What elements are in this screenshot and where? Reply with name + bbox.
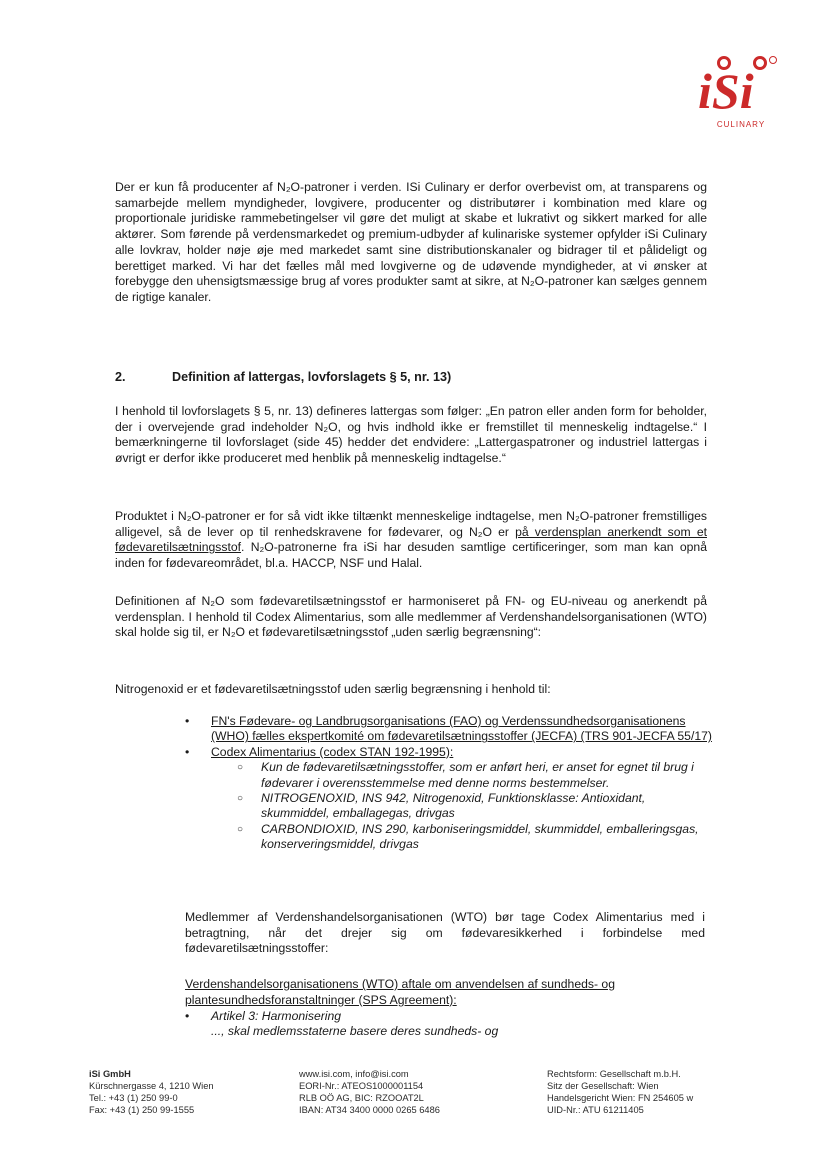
- food-additive-link[interactable]: på verdensplan anerkendt som et fødevaretilsætningsstof: [115, 524, 707, 555]
- codex-link[interactable]: Codex Alimentarius (codex STAN 192-1995):: [211, 744, 454, 759]
- company-phone: Tel.: +43 (1) 250 99-0: [89, 1093, 178, 1103]
- logo-text: iSi: [698, 63, 754, 118]
- definition-paragraph: I henhold til lovforslagets § 5, nr. 13) defineres lattergas som følger: „En patron eller anden form for beholder, der i overvejende grad indeholder N₂O, og hvis indhold ikke er fremstillet til menneskelig indtagelse.“ I bemærkningerne til lovforslaget (side 45) hedder det endvidere: „Lattergaspatroner og industriel lattergas i øvrigt er derfor ikke produceret med henblik på menneskelig indtagelse.“: [115, 404, 707, 466]
- eori-number: EORI-Nr.: ATEOS1000001154: [299, 1081, 424, 1091]
- list-item: [185, 745, 715, 760]
- sps-agreement-link[interactable]: Verdenshandelsorganisationens (WTO) aftale om anvendelsen af sundheds- og plantesundhedsforanstaltninger (SPS Agreement):: [185, 977, 615, 1007]
- article-text: ..., skal medlemsstaterne basere deres sundheds- og: [211, 1024, 499, 1039]
- legal-form: Rechtsform: Gesellschaft m.b.H.: [547, 1069, 681, 1079]
- bullet-list: [185, 714, 715, 853]
- list-item: [185, 1009, 715, 1024]
- website-email: www.isi.com, info@isi.com: [299, 1069, 409, 1079]
- section-heading: [115, 370, 707, 384]
- isi-logo: [690, 52, 782, 132]
- bullet-dot-icon: •: [185, 1009, 190, 1023]
- company-fax: Fax: +43 (1) 250 99-1555: [89, 1105, 195, 1115]
- bullet-dot-icon: •: [185, 714, 190, 728]
- company-address: Kürschnergasse 4, 1210 Wien: [89, 1081, 214, 1091]
- sps-agreement-heading: [185, 977, 710, 1008]
- sub-list-item: [185, 822, 715, 853]
- sub-item-text: Kun de fødevaretilsætningsstoffer, som er anført heri, er anset for egnet til brug i fødevarer i overensstemmelse med denne norms bestemmelser.: [261, 760, 694, 790]
- product-paragraph: [115, 509, 707, 572]
- circle-bullet-icon: ○: [237, 762, 244, 774]
- nitrogen-oxide-paragraph: Nitrogenoxid er et fødevaretilsætningsstof uden særlig begrænsning i henhold til:: [115, 682, 551, 696]
- logo-subtitle: CULINARY: [716, 120, 766, 129]
- product-text-end: . N₂O-patronerne fra iSi har desuden samtlige certificeringer, som man kan opnå inden for fødevareområdet, bl.a. HACCP, NSF und Halal.: [115, 540, 707, 571]
- vat-number: UID-Nr.: ATU 61211405: [547, 1105, 644, 1115]
- footer-company: [89, 1068, 214, 1116]
- bank-iban: IBAN: AT34 3400 0000 0265 6486: [299, 1105, 440, 1115]
- sub-item-text: CARBONDIOXID, INS 290, karboniseringsmiddel, skummiddel, emballeringsgas, konserveringsmiddel, drivgas: [261, 821, 699, 852]
- intro-paragraph: Der er kun få producenter af N₂O-patroner i verden. ISi Culinary er derfor overbevist om, at transparens og samarbejde mellem myndigheder, lovgivere, producenter og distributører i kombination med klare og proportionale juridiske rammebetingelser vil gøre det muligt at skabe et lukrativt og sikkert marked for alle aktører. Som førende på verdensmarkedet og premium-udbyder af kulinariske systemer opfylder iSi Culinary alle lovkrav, holder nøje øje med markedet samt sine distributionskanaler og bidrager til et pålideligt og berettiget marked. Vi har det fælles mål med lovgiverne og de udøvende myndigheder, at vi ønsker at forebygge den uhensigtsmæssige brug af vores produkter samt at sikre, at N₂O-patroner kan sælges gennem de rigtige kanaler.: [115, 180, 707, 304]
- section-number: 2.: [115, 370, 126, 384]
- article-list: [185, 1009, 715, 1040]
- product-text-start: Produktet i N₂O-patroner er for så vidt ikke tiltænkt menneskelige indtagelse, men N₂O-patroner fremstilliges alligevel, så de lever op til renhedskravene for fødevarer, og N₂O er: [115, 509, 707, 539]
- company-seat: Sitz der Gesellschaft: Wien: [547, 1081, 659, 1091]
- footer-legal: [547, 1068, 693, 1116]
- sub-item-text: NITROGENOXID, INS 942, Nitrogenoxid, Funktionsklasse: Antioxidant, skummiddel, emballagegas, drivgas: [261, 791, 646, 821]
- sub-list-item: [185, 791, 715, 822]
- commercial-register: Handelsgericht Wien: FN 254605 w: [547, 1093, 694, 1103]
- footer-contact: [299, 1068, 440, 1116]
- circle-bullet-icon: ○: [237, 823, 244, 835]
- section-title: Definition af lattergas, lovforslagets § 5, nr. 13): [172, 370, 452, 384]
- list-item: [185, 714, 715, 745]
- circle-bullet-icon: ○: [237, 793, 244, 805]
- harmonisation-paragraph: Definitionen af N₂O som fødevaretilsætningsstof er harmoniseret på FN- og EU-niveau og anerkendt på verdensplan. I henhold til Codex Alimentarius, som alle medlemmer af Verdenshandelsorganisationen (WTO) skal holde sig til, er N₂O et fødevaretilsætningsstof „uden særlig begrænsning“:: [115, 594, 707, 640]
- fao-who-link[interactable]: FN's Fødevare- og Landbrugsorganisations (FAO) og Verdenssundhedsorganisationens (WHO) fælles ekspertkomité om fødevaretilsætningsstoffer (JECFA) (TRS 901-JECFA 55/17): [211, 714, 712, 744]
- company-name: iSi GmbH: [89, 1069, 131, 1079]
- article-title: Artikel 3: Harmonisering: [211, 1009, 342, 1023]
- sub-list-item: [185, 760, 715, 791]
- bullet-dot-icon: •: [185, 744, 190, 759]
- wto-paragraph: Medlemmer af Verdenshandelsorganisationen (WTO) bør tage Codex Alimentarius med i betragtning, når det drejer sig om fødevaresikkerhed i forbindelse med fødevaretilsætningsstoffer:: [185, 910, 705, 956]
- bank-bic: RLB OÖ AG, BIC: RZOOAT2L: [299, 1093, 424, 1103]
